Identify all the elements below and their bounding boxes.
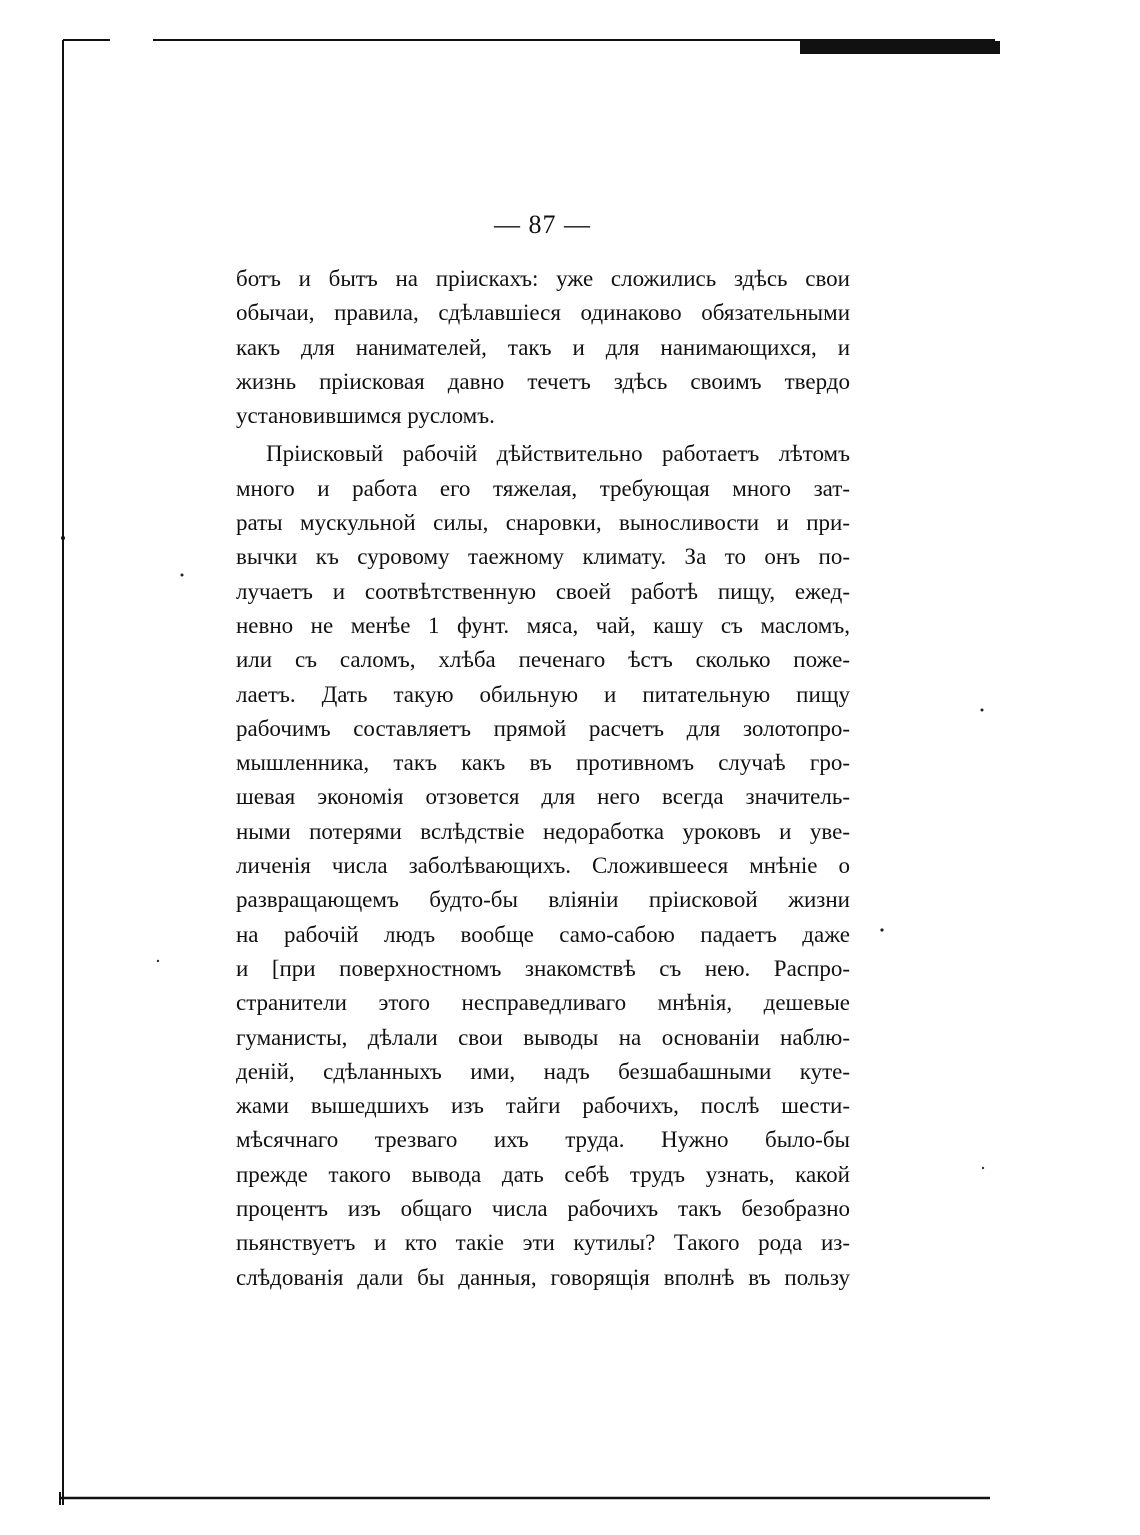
text-line: жизнь прiисковая давно течетъ здѣсь своимъ твердо [236,368,850,394]
paragraph [236,262,850,433]
text-line: лучаетъ и соотвѣтственную своей работѣ пищу, ежед- [236,578,850,604]
text-line: много и работа его тяжелая, требующая много зат- [236,475,850,501]
text-line: личенiя числа заболѣвающихъ. Сложившееся мнѣнiе о [236,853,850,879]
text-line: на рабочiй людъ вообще само-сабою падаетъ даже [236,921,850,947]
text-line: денiй, сдѣланныхъ ими, надъ безшабашными куте- [236,1058,850,1084]
text-line: слѣдованiя дали бы данныя, говорящiя вполнѣ въ пользу [236,1264,850,1290]
text-line: мышленника, такъ какъ въ противномъ случаѣ гро- [236,750,850,776]
text-line: и [при поверхностномъ знакомствѣ съ нею. Распро- [236,955,850,981]
text-line: развращающемъ будто-бы влiянiи прiисковой жизни [236,887,850,913]
text-line: рабочимъ составляетъ прямой расчетъ для золотопро- [236,715,850,741]
text-line: обычаи, правила, сдѣлавшiеся одинаково обязательными [236,300,850,326]
text-line: Прiисковый рабочiй дѣйствительно работаетъ лѣтомъ [266,441,850,467]
text-line: какъ для нанимателей, такъ и для нанимающихся, и [236,334,850,360]
page-number: — 87 — [494,210,591,239]
text-line: установившимся русломъ. [236,403,495,429]
text-line: жами вышедшихъ изъ тайги рабочихъ, послѣ шести- [236,1093,850,1119]
text-line: мѣсячнаго трезваго ихъ труда. Нужно было-бы [236,1127,850,1153]
text-line: прежде такого вывода дать себѣ трудъ узнать, какой [236,1161,850,1187]
text-line: процентъ изъ общаго числа рабочихъ такъ безобразно [236,1196,850,1222]
text-line: шевая экономiя отзовется для него всегда значитель- [236,784,850,810]
text-line: лаетъ. Дать такую обильную и питательную пищу [236,681,850,707]
text-line: невно не менѣе 1 фунт. мяса, чай, кашу съ масломъ, [236,612,850,638]
text-line: пьянствуетъ и кто такiе эти кутилы? Такого рода из- [236,1230,850,1256]
text-line: раты мускульной силы, снаровки, выносливости и при- [236,510,850,536]
text-line: или съ саломъ, хлѣба печенаго ѣстъ сколько поже- [236,647,850,673]
text-line: ными потерями вслѣдствiе недоработка уроковъ и уве- [236,818,850,844]
paragraph [236,437,850,1294]
text-line: гуманисты, дѣлали свои выводы на основанiи наблю- [236,1024,850,1050]
text-line: ботъ и бытъ на прiискахъ: уже сложились здѣсь свои [236,266,850,291]
body-text [236,262,850,1295]
text-line: странители этого несправедливаго мнѣнiя, дешевые [236,990,850,1016]
text-line: вычки къ суровому таежному климату. За то онъ по- [236,544,850,570]
